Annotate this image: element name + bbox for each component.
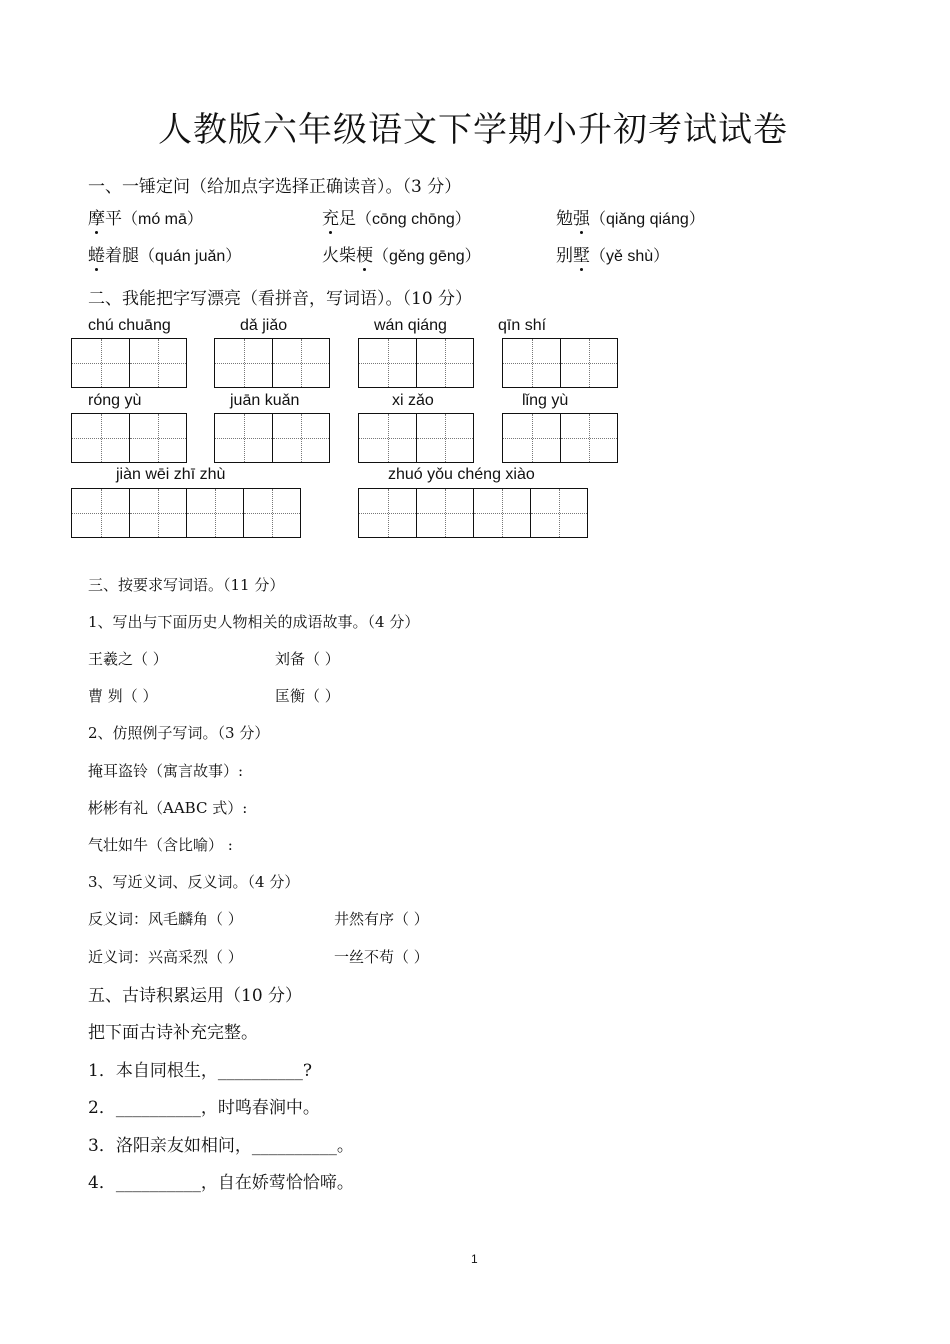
dotted-char: 强 <box>573 204 590 229</box>
answer-item: 掩耳盗铃（寓言故事）: <box>88 762 244 780</box>
writing-cell[interactable] <box>560 414 617 462</box>
section1-heading: 一、一锤定问（给加点字选择正确读音）。（3 分） <box>88 177 462 197</box>
writing-cell[interactable] <box>272 414 329 462</box>
question-heading: 2、仿照例子写词。（3 分） <box>88 724 270 742</box>
writing-cell[interactable] <box>72 489 129 537</box>
pronunciation-item: 充足（cōng chōng） <box>322 204 471 229</box>
writing-cell[interactable] <box>359 339 416 387</box>
section5-heading: 五、古诗积累运用（10 分） <box>88 986 303 1006</box>
page-title: 人教版六年级语文下学期小升初考试试卷 <box>158 110 788 150</box>
writing-grid[interactable] <box>358 488 588 538</box>
dotted-char: 墅 <box>573 241 590 266</box>
pronunciation-item: 摩平（mó mā） <box>88 204 203 229</box>
writing-cell[interactable] <box>129 339 186 387</box>
writing-cell[interactable] <box>416 489 473 537</box>
section3-heading: 三、按要求写词语。（11 分） <box>88 576 285 594</box>
writing-grid[interactable] <box>502 338 618 388</box>
dotted-char: 摩 <box>88 204 105 229</box>
writing-cell[interactable] <box>243 489 300 537</box>
pinyin-label: zhuó yǒu chéng xiào <box>388 466 535 483</box>
pinyin-label: jiàn wēi zhī zhù <box>116 466 226 483</box>
dotted-char: 梗 <box>356 241 373 266</box>
poem-line: 2．__________，时鸣春涧中。 <box>88 1098 320 1118</box>
writing-cell[interactable] <box>129 489 186 537</box>
answer-item: 刘备（ ） <box>275 650 340 668</box>
dotted-char: 蜷 <box>88 241 105 266</box>
pinyin-label: chú chuāng <box>88 317 171 334</box>
pronunciation-item: 蜷着腿（quán juǎn） <box>88 241 241 266</box>
pinyin-label: lǐng yù <box>522 392 569 409</box>
answer-item: 彬彬有礼（AABC 式）: <box>88 799 248 817</box>
writing-cell[interactable] <box>215 414 272 462</box>
writing-grid[interactable] <box>214 338 330 388</box>
question-heading: 3、写近义词、反义词。（4 分） <box>88 873 300 891</box>
dotted-char: 充 <box>322 204 339 229</box>
answer-item: 曹 刿（ ） <box>88 687 158 705</box>
pinyin-label: dǎ jiǎo <box>240 317 288 334</box>
writing-cell[interactable] <box>272 339 329 387</box>
answer-item: 井然有序（ ） <box>334 910 429 928</box>
writing-cell[interactable] <box>416 339 473 387</box>
writing-cell[interactable] <box>503 339 560 387</box>
writing-cell[interactable] <box>72 414 129 462</box>
writing-grid[interactable] <box>71 488 301 538</box>
answer-item: 反义词：风毛麟角（ ） <box>88 910 243 928</box>
writing-cell[interactable] <box>503 414 560 462</box>
pinyin-label: juān kuǎn <box>230 392 300 409</box>
writing-cell[interactable] <box>416 414 473 462</box>
writing-grid[interactable] <box>71 413 187 463</box>
answer-item: 匡衡（ ） <box>275 687 340 705</box>
writing-grid[interactable] <box>502 413 618 463</box>
poem-line: 1．本自同根生，__________? <box>88 1061 312 1081</box>
page-number: 1 <box>471 1252 478 1266</box>
writing-cell[interactable] <box>215 339 272 387</box>
writing-grid[interactable] <box>358 338 474 388</box>
writing-grid[interactable] <box>71 338 187 388</box>
answer-item: 近义词：兴高采烈（ ） <box>88 948 243 966</box>
writing-cell[interactable] <box>359 414 416 462</box>
pronunciation-item: 火柴梗（gěng gēng） <box>322 241 481 266</box>
question-heading: 1、写出与下面历史人物相关的成语故事。（4 分） <box>88 613 420 631</box>
section5-instruction: 把下面古诗补充完整。 <box>88 1023 258 1043</box>
writing-cell[interactable] <box>530 489 587 537</box>
writing-grid[interactable] <box>214 413 330 463</box>
writing-cell[interactable] <box>186 489 243 537</box>
pinyin-label: wán qiáng <box>374 317 447 334</box>
answer-item: 气壮如牛（含比喻） : <box>88 836 233 854</box>
pinyin-label: xi zǎo <box>392 392 434 409</box>
writing-cell[interactable] <box>473 489 530 537</box>
poem-line: 4．__________，自在娇莺恰恰啼。 <box>88 1173 354 1193</box>
writing-cell[interactable] <box>72 339 129 387</box>
section2-heading: 二、我能把字写漂亮（看拼音，写词语）。（10 分） <box>88 289 473 309</box>
pronunciation-item: 勉强（qiǎng qiáng） <box>556 204 705 229</box>
pronunciation-item: 别墅（yě shù） <box>556 241 669 266</box>
writing-cell[interactable] <box>359 489 416 537</box>
writing-cell[interactable] <box>560 339 617 387</box>
writing-grid[interactable] <box>358 413 474 463</box>
pinyin-label: qīn shí <box>498 317 547 334</box>
answer-item: 一丝不苟（ ） <box>334 948 429 966</box>
pinyin-label: róng yù <box>88 392 142 409</box>
poem-line: 3．洛阳亲友如相问，__________。 <box>88 1136 354 1156</box>
writing-cell[interactable] <box>129 414 186 462</box>
answer-item: 王羲之（ ） <box>88 650 168 668</box>
